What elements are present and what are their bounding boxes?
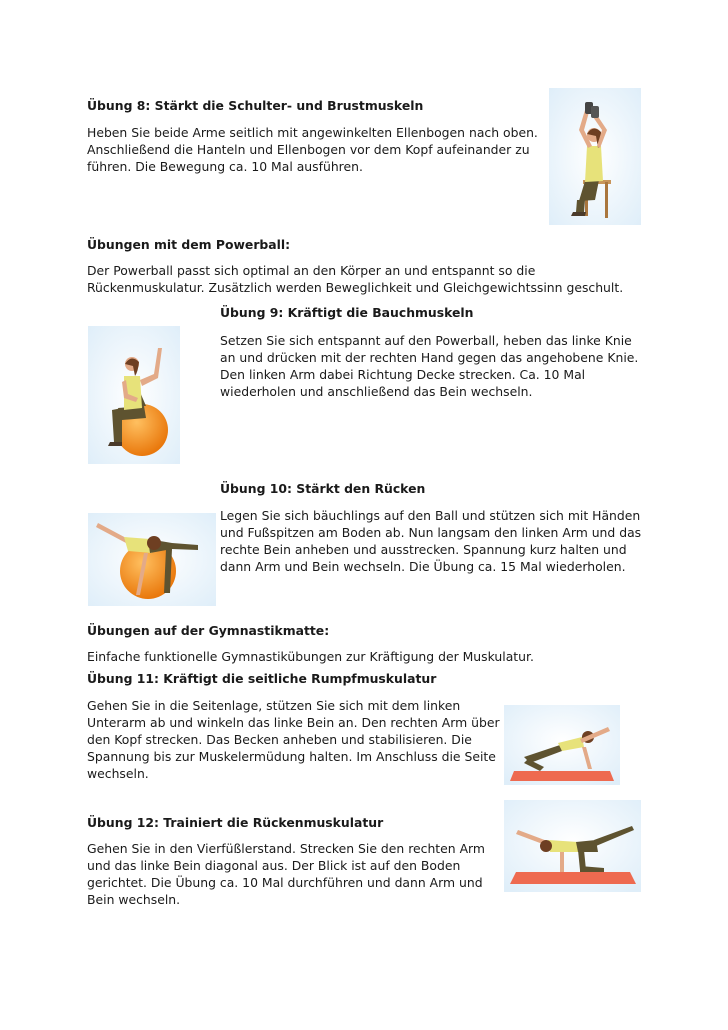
exercise-12-line-1: Gehen Sie in den Vierfüßlerstand. Strecken Sie den rechten Arm — [87, 841, 486, 856]
exercise-8-line-3: führen. Die Bewegung ca. 10 Mal ausführen. — [87, 159, 363, 174]
exercise-12-line-4: Bein wechseln. — [87, 892, 181, 907]
exercise-12-line-3: gerichtet. Die Übung ca. 10 Mal durchführen und dann Arm und — [87, 875, 483, 890]
exercise-9-photo — [88, 326, 180, 464]
exercise-8-heading: Übung 8: Stärkt die Schulter- und Brustmuskeln — [87, 98, 424, 113]
exercise-9-line-4: wiederholen und anschließend das Bein wechseln. — [220, 384, 533, 399]
exercise-8-photo — [549, 88, 641, 225]
exercise-12-photo — [504, 800, 641, 892]
mat-line-1: Einfache funktionelle Gymnastikübungen zur Kräftigung der Muskulatur. — [87, 649, 534, 664]
exercise-9-line-1: Setzen Sie sich entspannt auf den Powerball, heben das linke Knie — [220, 333, 632, 348]
exercise-8-line-2: Anschließend die Hanteln und Ellenbogen vor dem Kopf aufeinander zu — [87, 142, 530, 157]
exercise-11-line-2: Unterarm ab und winkeln das linke Bein an. Den rechten Arm über — [87, 715, 500, 730]
exercise-10-line-4: dann Arm und Bein wechseln. Die Übung ca. 15 Mal wiederholen. — [220, 559, 626, 574]
exercise-10-line-3: rechte Bein anheben und ausstrecken. Spannung kurz halten und — [220, 542, 627, 557]
exercise-11-photo — [504, 705, 620, 785]
exercise-9-line-2: an und drücken mit der rechten Hand gegen das angehobene Knie. — [220, 350, 639, 365]
exercise-9-heading: Übung 9: Kräftigt die Bauchmuskeln — [220, 305, 474, 320]
exercise-12-heading: Übung 12: Trainiert die Rückenmuskulatur — [87, 815, 384, 830]
mat-heading: Übungen auf der Gymnastikmatte: — [87, 623, 330, 638]
exercise-11-line-3: den Kopf strecken. Das Becken anheben und stabilisieren. Die — [87, 732, 472, 747]
exercise-11-line-5: wechseln. — [87, 766, 149, 781]
exercise-10-line-1: Legen Sie sich bäuchlings auf den Ball und stützen sich mit Händen — [220, 508, 641, 523]
powerball-line-1: Der Powerball passt sich optimal an den Körper an und entspannt so die — [87, 263, 536, 278]
exercise-11-heading: Übung 11: Kräftigt die seitliche Rumpfmuskulatur — [87, 671, 437, 686]
exercise-10-photo — [88, 513, 216, 606]
exercise-11-line-4: Spannung bis zur Muskelermüdung halten. Im Anschluss die Seite — [87, 749, 496, 764]
exercise-8-line-1: Heben Sie beide Arme seitlich mit angewinkelten Ellenbogen nach oben. — [87, 125, 538, 140]
exercise-10-line-2: und Fußspitzen am Boden ab. Nun langsam den linken Arm und das — [220, 525, 642, 540]
powerball-line-2: Rückenmuskulatur. Zusätzlich werden Beweglichkeit und Gleichgewichtssinn geschult. — [87, 280, 624, 295]
exercise-11-line-1: Gehen Sie in die Seitenlage, stützen Sie sich mit dem linken — [87, 698, 461, 713]
exercise-10-heading: Übung 10: Stärkt den Rücken — [220, 481, 426, 496]
exercise-9-line-3: Den linken Arm dabei Richtung Decke strecken. Ca. 10 Mal — [220, 367, 586, 382]
exercise-12-line-2: und das linke Bein diagonal aus. Der Blick ist auf den Boden — [87, 858, 461, 873]
powerball-heading: Übungen mit dem Powerball: — [87, 237, 291, 252]
